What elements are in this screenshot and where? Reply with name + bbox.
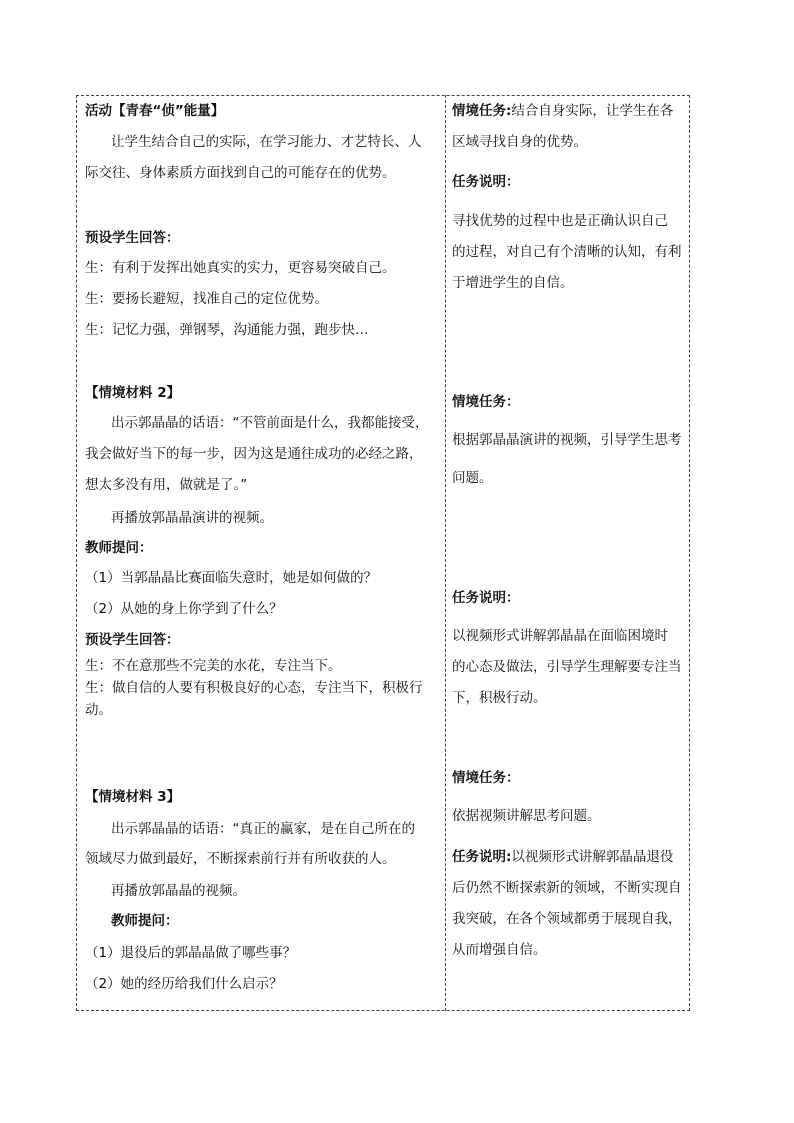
student-answer: 生：要扬长避短，找准自己的定位优势。 bbox=[85, 291, 328, 307]
teacher-question-label: 教师提问： bbox=[111, 913, 179, 929]
material-3-title: 【情境材料 3】 bbox=[85, 789, 181, 805]
material-2-quote-line: 我会做好当下的每一步，因为这是通往成功的必经之路， bbox=[85, 446, 423, 462]
explain-2-text: 的心态及做法，引导学生理解要专注当 bbox=[452, 659, 682, 675]
task-2-label: 情境任务： bbox=[452, 394, 520, 410]
task-2-text: 问题。 bbox=[452, 470, 493, 486]
explain-3-text: 以视频形式讲解郭晶晶退役 bbox=[511, 849, 674, 865]
teacher-question: （2）从她的身上你学到了什么？ bbox=[85, 601, 283, 617]
explain-1-label: 任务说明： bbox=[452, 174, 520, 190]
material-2-quote-line: 出示郭晶晶的话语：“不管前面是什么，我都能接受， bbox=[111, 415, 429, 431]
material-3-quote-line: 出示郭晶晶的话语：“真正的赢家，是在自己所在的 bbox=[111, 821, 415, 837]
teacher-question-label: 教师提问： bbox=[85, 540, 153, 556]
activity-desc-line: 让学生结合自己的实际，在学习能力、才艺特长、人 bbox=[111, 134, 422, 150]
material-2-play: 再播放郭晶晶演讲的视频。 bbox=[111, 510, 273, 526]
column-divider bbox=[445, 95, 446, 1011]
material-2-quote-line: 想太多没有用，做就是了。” bbox=[85, 477, 248, 493]
student-answer: 生：记忆力强，弹钢琴，沟通能力强，跑步快… bbox=[85, 322, 369, 338]
explain-2-label: 任务说明： bbox=[452, 590, 520, 606]
explain-1-text: 的过程，对自己有个清晰的认知，有利 bbox=[452, 244, 682, 260]
preset-answer-label: 预设学生回答： bbox=[85, 632, 180, 648]
teacher-question: （1）当郭晶晶比赛面临失意时，她是如何做的？ bbox=[85, 570, 378, 586]
teacher-question: （2）她的经历给我们什么启示？ bbox=[85, 976, 283, 992]
explain-1-text: 寻找优势的过程中也是正确认识自己 bbox=[452, 213, 668, 229]
explain-2-text: 以视频形式讲解郭晶晶在面临困境时 bbox=[452, 628, 668, 644]
explain-3-text-line: 我突破，在各个领域都勇于展现自我， bbox=[452, 911, 682, 927]
activity-desc-line: 际交往、身体素质方面找到自己的可能存在的优势。 bbox=[85, 165, 396, 181]
task-1-label: 情境任务: bbox=[452, 103, 512, 119]
task-2-text: 根据郭晶晶演讲的视频，引导学生思考 bbox=[452, 432, 682, 448]
student-answer: 动。 bbox=[85, 702, 112, 718]
activity-title: 活动【青春“侦”能量】 bbox=[85, 103, 225, 119]
material-3-quote-line: 领域尽力做到最好，不断探索前行并有所收获的人。 bbox=[85, 851, 396, 867]
teacher-question: （1）退役后的郭晶晶做了哪些事？ bbox=[85, 945, 297, 961]
explain-3-text-line: 后仍然不断探索新的领域，不断实现自 bbox=[452, 880, 682, 896]
explain-1-text: 于增进学生的自信。 bbox=[452, 275, 574, 291]
explain-2-text: 下，积极行动。 bbox=[452, 690, 547, 706]
task-1-text: 结合自身实际，让学生在各 bbox=[511, 103, 674, 119]
preset-answer-label: 预设学生回答： bbox=[85, 230, 180, 246]
task-1-text-line: 区域寻找自身的优势。 bbox=[452, 134, 587, 150]
task-3-text: 依据视频讲解思考问题。 bbox=[452, 808, 601, 824]
student-answer: 生：有利于发挥出她真实的实力，更容易突破自己。 bbox=[85, 260, 396, 276]
student-answer: 生：做自信的人要有积极良好的心态，专注当下，积极行 bbox=[85, 680, 423, 696]
explain-3-text-line: 从而增强自信。 bbox=[452, 942, 547, 958]
task-3-label: 情境任务： bbox=[452, 770, 520, 786]
material-2-title: 【情境材料 2】 bbox=[85, 385, 181, 401]
explain-3-label: 任务说明: bbox=[452, 849, 512, 865]
student-answer: 生：不在意那些不完美的水花，专注当下。 bbox=[85, 658, 342, 674]
material-3-play: 再播放郭晶晶的视频。 bbox=[111, 883, 246, 899]
